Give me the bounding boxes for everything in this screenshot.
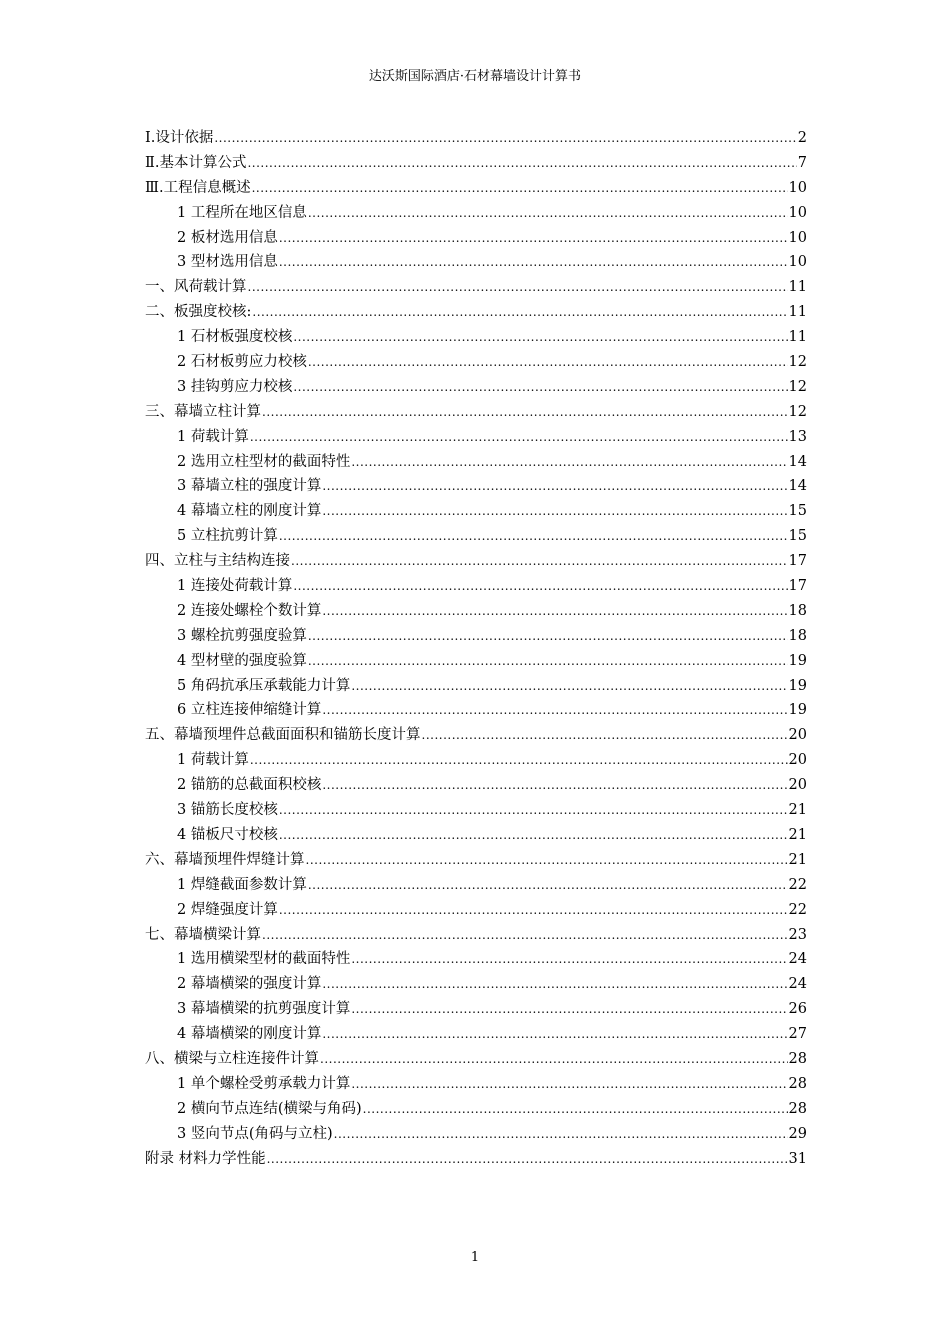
toc-entry-title: 4 锚板尺寸校核 xyxy=(177,826,278,843)
toc-entry[interactable] xyxy=(145,400,807,425)
toc-entry[interactable] xyxy=(145,226,807,251)
toc-entry-page: 11 xyxy=(788,329,807,346)
toc-entry[interactable] xyxy=(145,873,807,898)
toc-dot-leader xyxy=(267,1147,788,1172)
toc-entry[interactable] xyxy=(145,151,807,176)
toc-entry[interactable] xyxy=(145,798,807,823)
toc-entry-title: Ⅰ.设计依据 xyxy=(145,130,214,146)
toc-entry-page: 22 xyxy=(788,901,807,918)
toc-entry[interactable] xyxy=(145,425,807,450)
toc-entry-title: 附录 材料力学性能 xyxy=(145,1150,266,1167)
toc-entry[interactable] xyxy=(145,176,807,201)
toc-entry-title: 八、横梁与立柱连接件计算 xyxy=(145,1050,319,1067)
toc-entry-title: 1 荷载计算 xyxy=(177,752,249,769)
table-of-contents xyxy=(145,126,807,1171)
toc-dot-leader xyxy=(250,748,788,773)
toc-entry-page: 19 xyxy=(788,702,807,719)
toc-dot-leader xyxy=(351,1072,787,1097)
toc-entry-page: 12 xyxy=(788,403,807,420)
toc-entry[interactable] xyxy=(145,300,807,325)
toc-entry-page: 11 xyxy=(788,279,807,296)
toc-entry-page: 15 xyxy=(788,503,807,520)
toc-entry-title: 3 型材选用信息 xyxy=(177,254,278,271)
toc-dot-leader xyxy=(293,375,787,400)
toc-entry-title: 2 选用立柱型材的截面特性 xyxy=(177,453,351,470)
toc-entry-title: 四、立柱与主结构连接 xyxy=(145,553,290,570)
toc-entry-page: 28 xyxy=(788,1075,807,1092)
toc-entry-page: 24 xyxy=(788,976,807,993)
toc-entry-page: 10 xyxy=(788,204,807,221)
toc-entry[interactable] xyxy=(145,275,807,300)
toc-entry-page: 15 xyxy=(788,528,807,545)
toc-entry-page: 18 xyxy=(788,627,807,644)
toc-entry-page: 26 xyxy=(788,1001,807,1018)
toc-entry[interactable] xyxy=(145,1047,807,1072)
toc-entry[interactable] xyxy=(145,848,807,873)
toc-dot-leader xyxy=(279,898,788,923)
toc-entry-page: 2 xyxy=(797,130,807,146)
toc-entry[interactable] xyxy=(145,997,807,1022)
toc-entry-title: 1 荷载计算 xyxy=(177,428,249,445)
toc-entry[interactable] xyxy=(145,823,807,848)
toc-entry-title: 4 幕墙立柱的刚度计算 xyxy=(177,503,322,520)
toc-entry-page: 31 xyxy=(788,1150,807,1167)
toc-entry[interactable] xyxy=(145,375,807,400)
toc-entry-page: 10 xyxy=(788,254,807,271)
toc-entry-page: 21 xyxy=(788,826,807,843)
toc-entry-title: 3 挂钩剪应力校核 xyxy=(177,378,293,395)
toc-entry-page: 17 xyxy=(788,578,807,595)
toc-dot-leader xyxy=(363,1097,788,1122)
toc-entry[interactable] xyxy=(145,599,807,624)
toc-dot-leader xyxy=(308,649,788,674)
toc-entry-page: 21 xyxy=(788,802,807,819)
toc-entry[interactable] xyxy=(145,201,807,226)
toc-entry-page: 19 xyxy=(788,652,807,669)
toc-entry[interactable] xyxy=(145,350,807,375)
toc-entry[interactable] xyxy=(145,499,807,524)
toc-entry[interactable] xyxy=(145,549,807,574)
toc-entry[interactable] xyxy=(145,325,807,350)
toc-dot-leader xyxy=(422,723,788,748)
toc-entry-title: 3 幕墙横梁的抗剪强度计算 xyxy=(177,1001,351,1018)
toc-dot-leader xyxy=(320,1047,788,1072)
toc-entry-page: 13 xyxy=(788,428,807,445)
toc-entry[interactable] xyxy=(145,773,807,798)
toc-dot-leader xyxy=(322,1022,787,1047)
toc-entry-title: 6 立柱连接伸缩缝计算 xyxy=(177,702,322,719)
toc-entry-page: 22 xyxy=(788,876,807,893)
toc-entry[interactable] xyxy=(145,698,807,723)
toc-entry[interactable] xyxy=(145,1097,807,1122)
toc-entry-title: 2 锚筋的总截面积校核 xyxy=(177,777,322,794)
toc-entry-title: 3 竖向节点(角码与立柱) xyxy=(177,1125,333,1142)
toc-entry-title: 五、幕墙预埋件总截面面积和锚筋长度计算 xyxy=(145,727,421,744)
toc-entry-title: 1 选用横梁型材的截面特性 xyxy=(177,951,351,968)
toc-entry-title: 3 幕墙立柱的强度计算 xyxy=(177,478,322,495)
toc-entry-page: 29 xyxy=(788,1125,807,1142)
toc-dot-leader xyxy=(308,624,788,649)
toc-entry-title: 三、幕墙立柱计算 xyxy=(145,403,261,420)
toc-entry-page: 23 xyxy=(788,926,807,943)
toc-entry[interactable] xyxy=(145,1147,807,1172)
toc-dot-leader xyxy=(322,474,787,499)
toc-dot-leader xyxy=(279,250,788,275)
toc-entry-title: 5 角码抗承压承载能力计算 xyxy=(177,677,351,694)
toc-entry-title: 1 石材板强度校核 xyxy=(177,329,293,346)
toc-dot-leader xyxy=(279,823,788,848)
toc-entry-title: 2 横向节点连结(横梁与角码) xyxy=(177,1100,362,1117)
toc-entry-page: 7 xyxy=(797,154,807,171)
toc-dot-leader xyxy=(308,873,788,898)
toc-dot-leader xyxy=(322,773,787,798)
toc-dot-leader xyxy=(247,151,796,176)
toc-entry-page: 20 xyxy=(788,727,807,744)
toc-entry-title: 4 型材壁的强度验算 xyxy=(177,652,307,669)
toc-entry-title: 1 焊缝截面参数计算 xyxy=(177,876,307,893)
toc-dot-leader xyxy=(322,599,787,624)
toc-dot-leader xyxy=(334,1122,788,1147)
toc-entry-title: 3 螺栓抗剪强度验算 xyxy=(177,627,307,644)
toc-entry[interactable] xyxy=(145,898,807,923)
toc-entry-title: 六、幕墙预埋件焊缝计算 xyxy=(145,851,305,868)
toc-entry-title: Ⅲ.工程信息概述 xyxy=(145,179,251,196)
toc-entry-page: 21 xyxy=(788,851,807,868)
toc-entry-page: 20 xyxy=(788,752,807,769)
toc-dot-leader xyxy=(279,524,788,549)
toc-entry-page: 27 xyxy=(788,1026,807,1043)
toc-entry-page: 12 xyxy=(788,378,807,395)
toc-dot-leader xyxy=(351,450,787,475)
toc-dot-leader xyxy=(293,325,787,350)
toc-dot-leader xyxy=(351,674,787,699)
toc-entry[interactable] xyxy=(145,723,807,748)
toc-entry-page: 24 xyxy=(788,951,807,968)
page-number: 1 xyxy=(470,1250,480,1265)
toc-dot-leader xyxy=(262,923,788,948)
toc-entry[interactable] xyxy=(145,624,807,649)
toc-entry-title: 2 板材选用信息 xyxy=(177,229,278,246)
toc-entry-page: 20 xyxy=(788,777,807,794)
toc-entry-title: Ⅱ.基本计算公式 xyxy=(145,154,247,171)
toc-entry[interactable] xyxy=(145,947,807,972)
toc-entry-page: 10 xyxy=(788,179,807,196)
toc-entry[interactable] xyxy=(145,574,807,599)
toc-entry-title: 二、板强度校核: xyxy=(145,304,252,321)
toc-entry-page: 28 xyxy=(788,1050,807,1067)
toc-dot-leader xyxy=(262,400,788,425)
toc-entry-title: 1 连接处荷载计算 xyxy=(177,578,293,595)
toc-entry[interactable] xyxy=(145,972,807,997)
toc-dot-leader xyxy=(279,226,788,251)
toc-entry[interactable] xyxy=(145,1122,807,1147)
toc-entry[interactable] xyxy=(145,1072,807,1097)
toc-entry-page: 12 xyxy=(788,354,807,371)
page-header: 达沃斯国际酒店·石材幕墙设计计算书 xyxy=(368,69,582,84)
toc-dot-leader xyxy=(322,972,787,997)
toc-entry-title: 5 立柱抗剪计算 xyxy=(177,528,278,545)
toc-entry-page: 17 xyxy=(788,553,807,570)
toc-entry-title: 2 连接处螺栓个数计算 xyxy=(177,602,322,619)
toc-entry[interactable] xyxy=(145,923,807,948)
toc-dot-leader xyxy=(293,574,787,599)
toc-entry[interactable] xyxy=(145,450,807,475)
toc-entry-page: 10 xyxy=(788,229,807,246)
toc-entry-title: 1 单个螺栓受剪承载力计算 xyxy=(177,1075,351,1092)
toc-dot-leader xyxy=(252,176,788,201)
toc-entry[interactable] xyxy=(145,524,807,549)
toc-dot-leader xyxy=(214,126,796,151)
toc-dot-leader xyxy=(248,275,788,300)
toc-entry-title: 一、风荷载计算 xyxy=(145,279,247,296)
toc-dot-leader xyxy=(250,425,788,450)
toc-entry-title: 1 工程所在地区信息 xyxy=(177,204,307,221)
toc-entry-title: 2 石材板剪应力校核 xyxy=(177,354,307,371)
toc-dot-leader xyxy=(279,798,788,823)
toc-dot-leader xyxy=(351,947,787,972)
toc-entry[interactable] xyxy=(145,126,807,151)
toc-entry-page: 19 xyxy=(788,677,807,694)
toc-dot-leader xyxy=(322,698,787,723)
toc-dot-leader xyxy=(351,997,787,1022)
toc-entry[interactable] xyxy=(145,748,807,773)
toc-entry[interactable] xyxy=(145,1022,807,1047)
toc-entry-title: 七、幕墙横梁计算 xyxy=(145,926,261,943)
toc-entry[interactable] xyxy=(145,674,807,699)
toc-entry[interactable] xyxy=(145,474,807,499)
toc-entry-page: 14 xyxy=(788,453,807,470)
toc-entry-title: 4 幕墙横梁的刚度计算 xyxy=(177,1026,322,1043)
toc-entry-page: 28 xyxy=(788,1100,807,1117)
toc-entry-page: 18 xyxy=(788,602,807,619)
toc-dot-leader xyxy=(308,350,788,375)
toc-entry-page: 14 xyxy=(788,478,807,495)
toc-dot-leader xyxy=(322,499,787,524)
toc-entry-title: 3 锚筋长度校核 xyxy=(177,802,278,819)
toc-entry-page: 11 xyxy=(788,304,807,321)
toc-entry-title: 2 焊缝强度计算 xyxy=(177,901,278,918)
toc-entry[interactable] xyxy=(145,250,807,275)
toc-entry[interactable] xyxy=(145,649,807,674)
toc-dot-leader xyxy=(291,549,788,574)
toc-entry-title: 2 幕墙横梁的强度计算 xyxy=(177,976,322,993)
toc-dot-leader xyxy=(306,848,788,873)
toc-dot-leader xyxy=(308,201,788,226)
toc-dot-leader xyxy=(252,300,787,325)
